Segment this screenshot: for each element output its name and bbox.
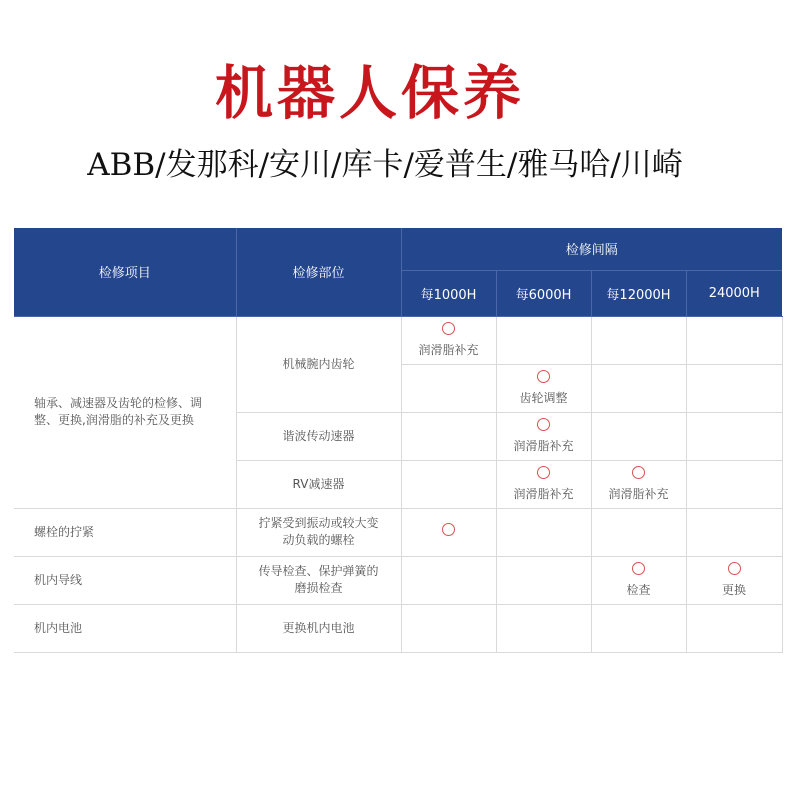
interval-cell xyxy=(496,508,591,556)
part-cell: 更换机内电池 xyxy=(236,604,401,652)
interval-cell xyxy=(686,412,782,460)
table-row xyxy=(14,508,782,556)
item-cell: 机内电池 xyxy=(14,604,236,652)
header-interval-6000h: 每6000H xyxy=(496,270,591,316)
part-cell: 拧紧受到振动或较大变动负载的螺栓 xyxy=(236,508,401,556)
circle-mark-icon xyxy=(537,418,550,431)
table-row xyxy=(14,604,782,652)
interval-note: 润滑脂补充 xyxy=(513,486,574,501)
interval-cell xyxy=(591,316,686,364)
circle-mark-icon xyxy=(632,562,645,575)
interval-cell xyxy=(496,460,591,508)
header-interval-24000h: 24000H xyxy=(686,270,782,316)
part-cell: 机械腕内齿轮 xyxy=(236,316,401,412)
interval-note: 润滑脂补充 xyxy=(513,438,574,453)
interval-cell xyxy=(401,604,496,652)
circle-mark-icon xyxy=(537,370,550,383)
interval-cell xyxy=(496,316,591,364)
circle-mark-icon xyxy=(537,466,550,479)
item-cell: 轴承、减速器及齿轮的检修、调整、更换,润滑脂的补充及更换 xyxy=(14,316,236,508)
interval-cell xyxy=(686,556,782,604)
interval-cell xyxy=(401,412,496,460)
interval-cell xyxy=(686,364,782,412)
circle-mark-icon xyxy=(442,523,455,536)
circle-mark-icon xyxy=(442,322,455,335)
interval-note: 润滑脂补充 xyxy=(608,486,669,501)
item-cell: 螺栓的拧紧 xyxy=(14,508,236,556)
interval-cell xyxy=(686,460,782,508)
interval-cell xyxy=(686,604,782,652)
interval-note: 检查 xyxy=(626,582,651,597)
interval-cell xyxy=(496,604,591,652)
header-part: 检修部位 xyxy=(236,228,401,316)
table-row xyxy=(14,316,782,364)
interval-cell xyxy=(496,364,591,412)
interval-cell xyxy=(401,316,496,364)
interval-cell xyxy=(686,316,782,364)
table-row xyxy=(14,556,782,604)
header-interval-1000h: 每1000H xyxy=(401,270,496,316)
interval-note: 更换 xyxy=(722,582,747,597)
circle-mark-icon xyxy=(728,562,741,575)
part-cell: 谐波传动速器 xyxy=(236,412,401,460)
interval-note: 齿轮调整 xyxy=(519,390,568,405)
header-interval: 检修间隔 xyxy=(401,228,782,270)
interval-cell xyxy=(591,604,686,652)
item-cell: 机内导线 xyxy=(14,556,236,604)
interval-cell xyxy=(591,412,686,460)
interval-cell xyxy=(591,556,686,604)
header-interval-12000h: 每12000H xyxy=(591,270,686,316)
interval-cell xyxy=(591,460,686,508)
interval-cell xyxy=(401,460,496,508)
interval-cell xyxy=(496,412,591,460)
part-cell: 传导检查、保护弹簧的磨损检查 xyxy=(236,556,401,604)
interval-cell xyxy=(401,556,496,604)
interval-cell xyxy=(686,508,782,556)
interval-note: 润滑脂补充 xyxy=(418,342,479,357)
circle-mark-icon xyxy=(632,466,645,479)
interval-cell xyxy=(496,556,591,604)
maintenance-table xyxy=(14,228,783,653)
interval-cell xyxy=(591,364,686,412)
part-cell: RV减速器 xyxy=(236,460,401,508)
header-item: 检修项目 xyxy=(14,228,236,316)
interval-cell xyxy=(591,508,686,556)
interval-cell xyxy=(401,508,496,556)
brand-list: ABB/发那科/安川/库卡/爱普生/雅马哈/川崎 xyxy=(87,147,683,183)
page-title: 机器人保养 xyxy=(214,59,525,127)
interval-cell xyxy=(401,364,496,412)
